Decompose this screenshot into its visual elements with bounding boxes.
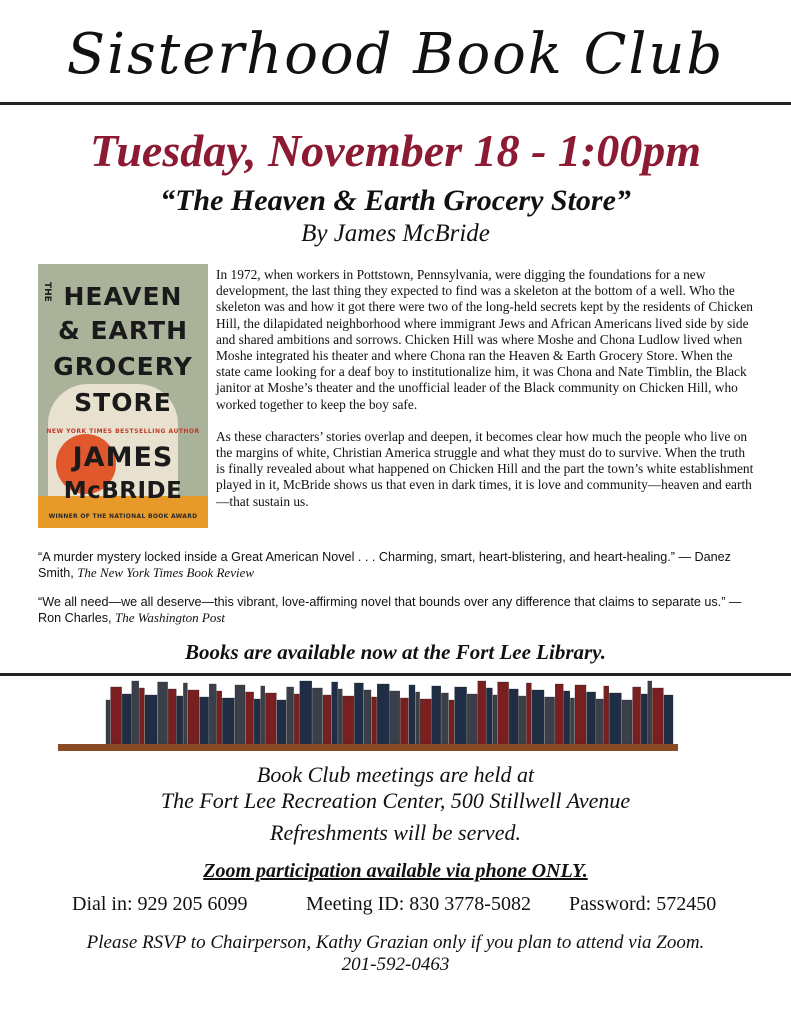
book-spine — [183, 683, 187, 744]
book-spine — [441, 693, 448, 744]
book-spine — [449, 700, 454, 744]
book-spine — [300, 681, 312, 744]
book-spine — [564, 691, 570, 744]
book-spine — [343, 696, 354, 744]
cover-author-line: McBRIDE — [63, 478, 183, 504]
zoom-heading: Zoom participation available via phone ONLY. — [203, 860, 588, 882]
book-spine — [409, 685, 415, 744]
meeting-location — [0, 762, 791, 814]
book-spine — [332, 682, 338, 744]
book-spine — [145, 695, 157, 744]
review-source: The New York Times Book Review — [77, 565, 255, 580]
cover-title-line: & EARTH — [57, 316, 189, 345]
availability-notice: Books are available now at the Fort Lee Library. — [185, 640, 606, 664]
book-spine — [555, 684, 563, 744]
book-spine — [509, 689, 518, 744]
book-spine — [177, 696, 183, 744]
cover-title-line: HEAVEN — [63, 282, 183, 311]
meeting-id: Meeting ID: 830 3778-5082 — [306, 893, 531, 915]
book-spine — [277, 700, 286, 744]
book-spine — [545, 697, 555, 744]
book-spine — [532, 690, 544, 744]
book-spine — [641, 694, 647, 744]
refreshments-note: Refreshments will be served. — [270, 820, 521, 845]
book-spine — [132, 681, 139, 744]
cover-award: WINNER OF THE NATIONAL BOOK AWARD — [48, 513, 198, 520]
book-spine — [432, 686, 441, 744]
book-spine — [377, 684, 389, 744]
book-spine — [158, 682, 168, 744]
book-spine — [222, 698, 234, 744]
book-spine — [139, 688, 144, 744]
book-spine — [493, 695, 497, 744]
book-spine — [587, 692, 596, 744]
book-spine — [478, 681, 486, 744]
rsvp-phone: 201-592-0463 — [341, 954, 450, 975]
meeting-password: Password: 572450 — [569, 893, 717, 915]
book-author: By James McBride — [301, 220, 490, 247]
book-spine — [633, 687, 641, 744]
middle-divider — [0, 673, 791, 676]
book-spine — [400, 698, 408, 744]
book-spine — [294, 694, 299, 744]
book-spine — [664, 695, 673, 744]
book-spine — [235, 685, 245, 744]
event-date-time: Tuesday, November 18 - 1:00pm — [89, 125, 702, 176]
book-spine — [526, 683, 531, 744]
book-spine — [188, 690, 199, 744]
cover-the: THE — [42, 282, 52, 302]
book-spine — [354, 683, 363, 744]
book-spine — [364, 690, 371, 744]
book-spine — [416, 692, 420, 744]
book-spine — [648, 681, 652, 744]
book-spine — [217, 691, 222, 744]
dial-in-number: Dial in: 929 205 6099 — [72, 893, 248, 915]
book-spine — [209, 684, 216, 744]
book-title: “The Heaven & Earth Grocery Store” — [160, 184, 631, 217]
bookshelf-illustration — [58, 680, 678, 752]
synopsis-paragraph: As these characters’ stories overlap and deepen, it becomes clear how much the people who live on the margins of white, Christian America struggle and what they must do to survive. When the truth is finally revealed about what happened on Chicken Hill and the part the town’s white establishment played in it, McBride shows us that even in dark times, it is love and community—heaven and earth—that sustain us. — [216, 428, 754, 509]
meeting-line: Book Club meetings are held at — [256, 762, 535, 787]
book-spine — [498, 682, 509, 744]
book-spine — [596, 699, 603, 744]
book-spine — [287, 687, 294, 744]
review-quote — [38, 594, 758, 626]
review-text: “We all need—we all deserve—this vibrant, love-affirming novel that bounds over any difference that claims to separate us.” —Ron Charles, — [38, 595, 742, 625]
book-spine — [106, 700, 110, 744]
book-spine — [486, 688, 492, 744]
rsvp-text: Please RSVP to Chairperson, Kathy Grazian only if you plan to attend via Zoom. — [86, 932, 705, 953]
book-spine — [609, 693, 621, 744]
book-spine — [254, 699, 260, 744]
book-spine — [519, 696, 526, 744]
book-spine — [261, 686, 265, 744]
book-spine — [312, 688, 322, 744]
cover-title-line: GROCERY — [53, 352, 193, 381]
top-divider — [0, 102, 791, 105]
meeting-address: The Fort Lee Recreation Center, 500 Stillwell Avenue — [160, 788, 631, 813]
review-quote — [38, 549, 758, 581]
book-spine — [575, 685, 586, 744]
book-spine — [323, 695, 331, 744]
book-spine — [604, 686, 609, 744]
review-text: “A murder mystery locked inside a Great American Novel . . . Charming, smart, heart-blistering, and heart-healing.” — Danez Smith, — [38, 550, 731, 580]
rsvp-note — [0, 932, 791, 976]
book-spine — [111, 687, 122, 744]
synopsis-paragraph: In 1972, when workers in Pottstown, Pennsylvania, were digging the foundations for a new development, the last thing they expected to find was a skeleton at the bottom of a well. Who the skeleton was and how it got there were two of the long-held secrets kept by the residents of Chicken Hill, the dilapidated neighborhood where immigrant Jews and African Americans lived side by side and shared ambitions and sorrows. Chicken Hill was where Moshe and Chona Ludlow lived when Moshe integrated his theater and where Chona ran the Heaven & Earth Grocery Store. When the state came looking for a deaf boy to institutionalize him, it was Chona and Nate Timblin, the Black janitor at Moshe’s theater and the unofficial leader of the Black community on Chicken Hill, who worked together to keep the boy safe. — [216, 267, 753, 412]
cover-tagline: NEW YORK TIMES BESTSELLING AUTHOR — [46, 428, 200, 435]
book-cover-image — [38, 264, 208, 528]
book-spine — [200, 697, 209, 744]
book-spine — [467, 694, 477, 744]
review-source: The Washington Post — [115, 610, 226, 625]
book-spine — [455, 687, 467, 744]
book-spine — [246, 692, 254, 744]
book-spine — [338, 689, 342, 744]
book-spine — [168, 689, 176, 744]
book-spine — [420, 699, 431, 744]
book-spine — [390, 691, 400, 744]
shelf-board — [58, 744, 678, 751]
book-spine — [122, 694, 131, 744]
book-spine — [652, 688, 663, 744]
book-spine — [372, 697, 377, 744]
book-spine — [622, 700, 632, 744]
cover-author-line: JAMES — [72, 442, 174, 473]
club-title: Sisterhood Book Club — [66, 22, 725, 87]
cover-title-line: STORE — [74, 388, 172, 417]
book-spine — [265, 693, 276, 744]
book-synopsis — [216, 267, 756, 510]
book-spine — [570, 698, 574, 744]
